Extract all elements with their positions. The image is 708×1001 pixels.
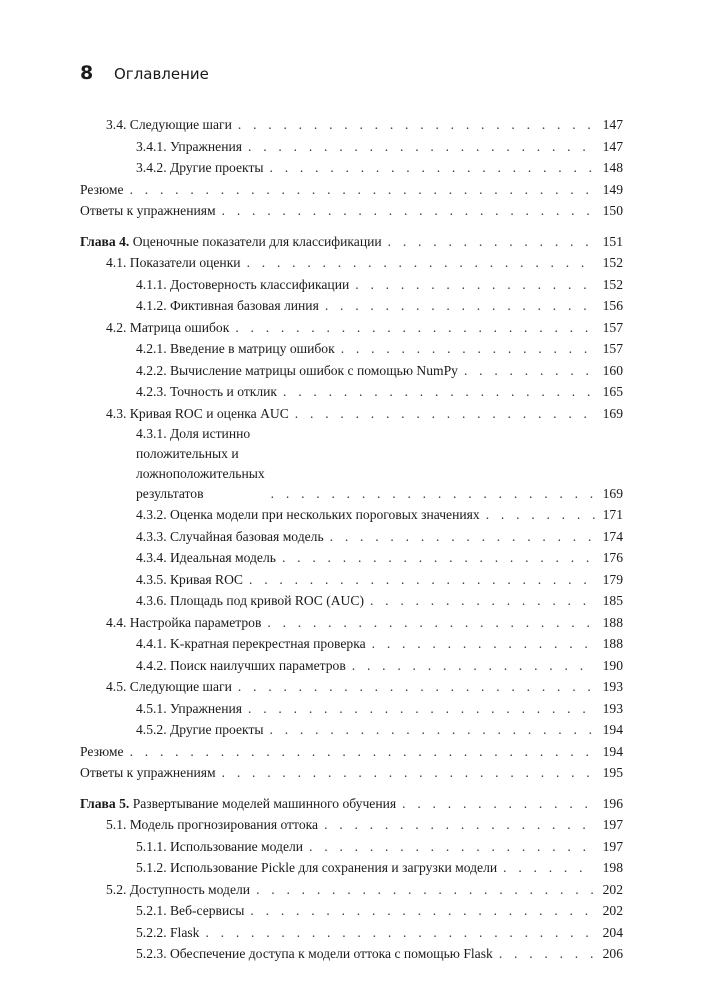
- dot-leader: [222, 762, 595, 784]
- dot-leader: [238, 676, 595, 698]
- dot-leader: [271, 483, 595, 505]
- dot-leader: [464, 360, 595, 382]
- toc-entry-title: 4.4.1. K-кратная перекрестная проверка: [136, 636, 366, 651]
- dot-leader: [270, 719, 595, 741]
- toc-entry-title: 5.1. Модель прогнозирования оттока: [106, 817, 319, 832]
- dot-leader: [402, 793, 595, 815]
- toc-entry[interactable]: [80, 114, 623, 136]
- toc-entry-title: 4.3.3. Случайная базовая модель: [136, 528, 324, 544]
- toc-page-number: 185: [602, 593, 623, 608]
- toc-entry-title: 4.3.4. Идеальная модель: [136, 550, 276, 565]
- dot-leader: [250, 900, 595, 922]
- toc-entry[interactable]: [80, 814, 623, 836]
- toc-page-number: 169: [602, 405, 623, 421]
- toc-entry[interactable]: [80, 836, 623, 858]
- toc-entry[interactable]: [80, 136, 623, 158]
- dot-leader: [499, 943, 595, 965]
- dot-leader: [295, 403, 595, 425]
- toc-entry[interactable]: [80, 200, 623, 222]
- toc-entry[interactable]: [80, 569, 623, 591]
- toc-page-number: 176: [602, 550, 623, 565]
- dot-leader: [249, 569, 595, 591]
- page-header: [80, 62, 209, 84]
- toc-entry-title: [80, 793, 398, 815]
- toc-entry[interactable]: [80, 317, 623, 339]
- toc-entry[interactable]: [80, 526, 623, 548]
- toc-page-number: 195: [602, 765, 623, 780]
- dot-leader: [370, 590, 595, 612]
- toc-entry[interactable]: [80, 403, 623, 425]
- toc-page-number: 171: [602, 507, 623, 522]
- toc-page-number: 151: [602, 233, 623, 249]
- toc-entry-title: 5.2.3. Обеспечение доступа к модели оттока с помощью Flask: [136, 946, 493, 961]
- toc-page-number: 202: [602, 881, 623, 897]
- toc-entry-title: 4.5.1. Упражнения: [136, 700, 243, 716]
- toc-page-number: 179: [602, 571, 623, 587]
- toc-entry-title: 4.5. Следующие шаги: [106, 679, 232, 694]
- toc-entry-title: Резюме: [80, 743, 124, 759]
- dot-leader: [282, 547, 595, 569]
- toc-page-number: 152: [602, 255, 623, 270]
- toc-entry-title: 3.4. Следующие шаги: [106, 117, 232, 132]
- toc-entry[interactable]: [80, 676, 623, 698]
- toc-page-number: 188: [602, 614, 623, 630]
- toc-page-number: 194: [602, 722, 623, 737]
- toc-page-number: 157: [602, 319, 623, 335]
- dot-leader: [341, 338, 595, 360]
- toc-entry-title: 4.3.2. Оценка модели при нескольких пороговых значениях: [136, 507, 480, 522]
- toc-page-number: 147: [602, 117, 623, 132]
- dot-leader: [238, 114, 595, 136]
- dot-leader: [355, 274, 595, 296]
- toc-entry-title: 4.2. Матрица ошибок: [106, 319, 230, 335]
- toc-entry[interactable]: [80, 179, 623, 201]
- toc-entry-title: 5.2. Доступность модели: [106, 881, 251, 897]
- dot-leader: [503, 857, 595, 879]
- dot-leader: [267, 612, 595, 634]
- toc-entry[interactable]: [80, 922, 623, 944]
- toc-entry[interactable]: [80, 900, 623, 922]
- toc-entry[interactable]: [80, 157, 623, 179]
- toc-page-number: 190: [602, 657, 623, 673]
- toc-page-number: 196: [602, 795, 623, 811]
- dot-leader: [205, 922, 595, 944]
- toc-entry-title: 5.2.1. Веб-сервисы: [136, 903, 245, 918]
- toc-page-number: 198: [602, 860, 623, 875]
- toc-entry-title: Ответы к упражнениям: [80, 765, 216, 780]
- toc-page-number: 188: [602, 636, 623, 651]
- toc-page-number: 149: [602, 181, 623, 197]
- toc-entry[interactable]: [80, 547, 623, 569]
- toc-entry-title: 4.3.5. Кривая ROC: [136, 571, 243, 587]
- dot-leader: [330, 526, 595, 548]
- toc-entry[interactable]: [80, 381, 623, 403]
- toc-entry[interactable]: [80, 762, 623, 784]
- chapter-label: Глава 5.: [80, 795, 130, 811]
- toc-entry-title: Ответы к упражнениям: [80, 203, 216, 218]
- toc-page-number: 152: [602, 276, 623, 292]
- toc-entry-title: 4.3.6. Площадь под кривой ROC (AUC): [136, 593, 364, 608]
- table-of-contents: [80, 114, 623, 965]
- toc-page-number: 148: [602, 160, 623, 175]
- dot-leader: [270, 157, 595, 179]
- toc-entry-title: 3.4.1. Упражнения: [136, 138, 243, 154]
- dot-leader: [130, 741, 595, 763]
- dot-leader: [372, 633, 595, 655]
- toc-page-number: 206: [602, 946, 623, 961]
- toc-page-number: 156: [602, 298, 623, 313]
- toc-entry[interactable]: [80, 633, 623, 655]
- toc-entry-title: 4.1. Показатели оценки: [106, 255, 241, 270]
- toc-entry-title: Резюме: [80, 181, 124, 197]
- toc-entry-title: 4.1.1. Достоверность классификации: [136, 276, 350, 292]
- toc-entry[interactable]: [80, 655, 623, 677]
- toc-page-number: 165: [602, 384, 623, 399]
- toc-entry-title: 4.2.3. Точность и отклик: [136, 384, 278, 399]
- dot-leader: [222, 200, 595, 222]
- toc-entry[interactable]: [80, 252, 623, 274]
- toc-chapter-entry[interactable]: [80, 231, 623, 253]
- toc-entry[interactable]: [80, 698, 623, 720]
- dot-leader: [352, 655, 595, 677]
- dot-leader: [309, 836, 595, 858]
- dot-leader: [248, 698, 595, 720]
- toc-entry[interactable]: [80, 295, 623, 317]
- toc-entry-title: 4.4. Настройка параметров: [106, 614, 262, 630]
- toc-entry-title: 4.4.2. Поиск наилучших параметров: [136, 657, 346, 673]
- toc-entry-title: 5.1.2. Использование Pickle для сохранения и загрузки модели: [136, 860, 498, 875]
- running-title: Оглавление: [114, 65, 209, 83]
- toc-entry[interactable]: [80, 879, 623, 901]
- toc-page-number: 197: [602, 817, 623, 832]
- toc-entry[interactable]: [80, 590, 623, 612]
- toc-entry-title: 4.1.2. Фиктивная базовая линия: [136, 298, 319, 313]
- toc-page-number: 174: [602, 528, 623, 544]
- toc-entry[interactable]: [80, 338, 623, 360]
- toc-page-number: 204: [602, 924, 623, 940]
- page-number: 8: [80, 62, 94, 84]
- toc-entry-title: 5.1.1. Использование модели: [136, 838, 304, 854]
- toc-entry-title: 4.3.1. Доля истинно положительных и ложноположительных результатов: [136, 426, 265, 501]
- chapter-title: Оценочные показатели для классификации: [132, 233, 382, 249]
- dot-leader: [130, 179, 595, 201]
- dot-leader: [388, 231, 595, 253]
- toc-page-number: 197: [602, 838, 623, 854]
- toc-entry[interactable]: [80, 504, 623, 526]
- dot-leader: [486, 504, 595, 526]
- toc-page-number: 193: [602, 700, 623, 716]
- toc-page-number: 169: [602, 485, 623, 501]
- dot-leader: [247, 252, 595, 274]
- toc-entry[interactable]: [80, 719, 623, 741]
- dot-leader: [256, 879, 595, 901]
- toc-entry-title: 4.2.2. Вычисление матрицы ошибок с помощью NumPy: [136, 362, 458, 378]
- dot-leader: [325, 295, 595, 317]
- toc-entry[interactable]: [80, 943, 623, 965]
- dot-leader: [324, 814, 595, 836]
- toc-page-number: 160: [602, 362, 623, 378]
- toc-page-number: 150: [602, 203, 623, 218]
- dot-leader: [248, 136, 595, 158]
- toc-chapter-entry[interactable]: [80, 793, 623, 815]
- toc-page-number: 147: [602, 138, 623, 154]
- toc-page-number: 202: [602, 903, 623, 918]
- chapter-title: Развертывание моделей машинного обучения: [132, 795, 397, 811]
- chapter-label: Глава 4.: [80, 233, 130, 249]
- toc-entry-title: 4.2.1. Введение в матрицу ошибок: [136, 341, 335, 356]
- toc-entry[interactable]: [80, 857, 623, 879]
- toc-entry[interactable]: [80, 612, 623, 634]
- toc-entry-title: 3.4.2. Другие проекты: [136, 160, 264, 175]
- dot-leader: [283, 381, 595, 403]
- toc-entry[interactable]: [80, 741, 623, 763]
- toc-page-number: 193: [602, 679, 623, 694]
- toc-entry[interactable]: [80, 360, 623, 382]
- toc-entry-title: 4.5.2. Другие проекты: [136, 722, 264, 737]
- toc-entry[interactable]: [80, 274, 623, 296]
- toc-page-number: 194: [602, 743, 623, 759]
- toc-page-number: 157: [602, 341, 623, 356]
- toc-entry[interactable]: [80, 424, 623, 504]
- toc-entry-title: 5.2.2. Flask: [136, 924, 200, 940]
- dot-leader: [235, 317, 595, 339]
- toc-entry-title: 4.3. Кривая ROC и оценка AUC: [106, 405, 289, 421]
- toc-entry-title: [80, 231, 384, 253]
